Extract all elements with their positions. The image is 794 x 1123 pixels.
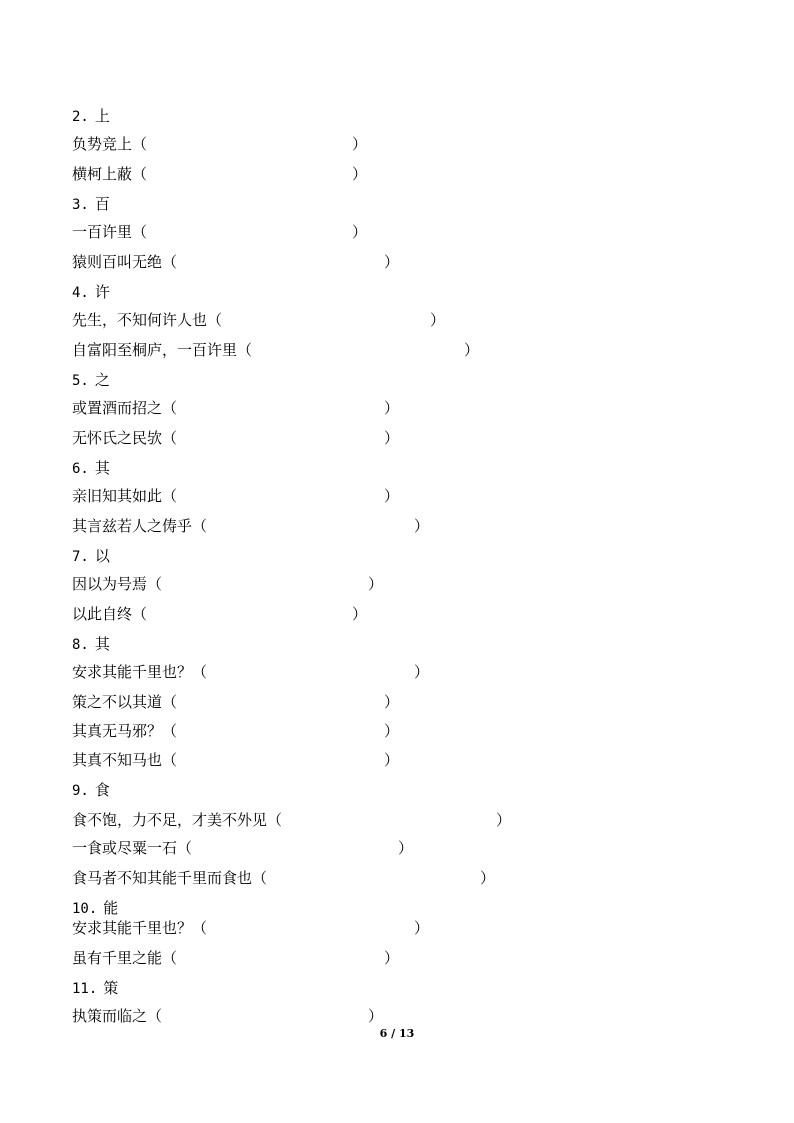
item-word: 其 [94,635,110,653]
phrase-row [72,692,400,712]
item-word: 食 [94,781,110,799]
phrase-text: 安求其能千里也？（ [72,663,208,681]
answer-close-paren: ） [384,693,400,711]
answer-close-paren: ） [352,605,368,623]
phrase-row [72,838,414,858]
item-heading [72,106,110,126]
answer-close-paren: ） [430,311,446,329]
phrase-row [72,222,368,242]
phrase-text: 策之不以其道（ [72,693,178,711]
item-number: 7. [72,549,89,565]
item-word: 许 [94,283,110,301]
answer-close-paren: ） [352,165,368,183]
answer-close-paren: ） [368,575,384,593]
item-word: 能 [103,899,119,917]
item-heading [72,898,118,918]
item-word: 百 [94,195,110,213]
item-heading [72,780,110,800]
phrase-text: 食不饱，力不足，才美不外见（ [72,811,283,829]
answer-close-paren: ） [384,722,400,740]
phrase-text: 执策而临之（ [72,1007,163,1025]
phrase-text: 先生，不知何许人也（ [72,311,223,329]
answer-close-paren: ） [496,811,512,829]
item-number: 9. [72,783,89,799]
phrase-row [72,750,400,770]
phrase-row [72,516,430,536]
item-heading [72,546,110,566]
answer-close-paren: ） [384,253,400,271]
item-number: 10. [72,901,98,917]
phrase-row [72,310,446,330]
answer-close-paren: ） [384,751,400,769]
phrase-row [72,721,400,741]
answer-close-paren: ） [414,919,430,937]
phrase-text: 以此自终（ [72,605,148,623]
phrase-text: 或置酒而招之（ [72,399,178,417]
item-word: 以 [94,547,110,565]
phrase-row [72,868,496,888]
phrase-row [72,810,512,830]
answer-close-paren: ） [480,869,496,887]
item-word: 上 [94,107,110,125]
phrase-text: 其真无马邪？（ [72,722,178,740]
phrase-row [72,428,400,448]
item-heading [72,978,118,998]
item-word: 其 [94,459,110,477]
phrase-text: 猿则百叫无绝（ [72,253,178,271]
phrase-text: 亲旧知其如此（ [72,487,178,505]
phrase-text: 一百许里（ [72,223,148,241]
answer-close-paren: ） [352,223,368,241]
item-heading [72,194,110,214]
item-number: 5. [72,373,89,389]
answer-close-paren: ） [384,399,400,417]
answer-close-paren: ） [414,517,430,535]
phrase-row [72,340,480,360]
phrase-row [72,662,430,682]
item-number: 2. [72,109,89,125]
phrase-text: 食马者不知其能千里而食也（ [72,869,268,887]
phrase-text: 安求其能千里也？（ [72,919,208,937]
phrase-text: 其言兹若人之俦乎（ [72,517,208,535]
phrase-row [72,1006,384,1026]
item-number: 3. [72,197,89,213]
item-number: 6. [72,461,89,477]
answer-close-paren: ） [352,135,368,153]
phrase-row [72,164,368,184]
phrase-text: 横柯上蔽（ [72,165,148,183]
phrase-text: 虽有千里之能（ [72,949,178,967]
phrase-text: 自富阳至桐庐，一百许里（ [72,341,253,359]
page-number: 6 / 13 [379,1027,415,1040]
phrase-row [72,486,400,506]
answer-close-paren: ） [384,429,400,447]
answer-close-paren: ） [384,487,400,505]
phrase-row [72,398,400,418]
phrase-text: 无怀氏之民欤（ [72,429,178,447]
answer-close-paren: ） [414,663,430,681]
item-number: 4. [72,285,89,301]
item-heading [72,370,110,390]
phrase-row [72,948,400,968]
answer-close-paren: ） [368,1007,384,1025]
phrase-row [72,604,368,624]
phrase-text: 因以为号焉（ [72,575,163,593]
phrase-row [72,252,400,272]
phrase-text: 一食或尽粟一石（ [72,839,193,857]
item-number: 11. [72,981,98,997]
item-word: 策 [103,979,119,997]
phrase-row [72,574,384,594]
item-word: 之 [94,371,110,389]
answer-close-paren: ） [398,839,414,857]
answer-close-paren: ） [464,341,480,359]
phrase-text: 负势竞上（ [72,135,148,153]
item-number: 8. [72,637,89,653]
item-heading [72,458,110,478]
phrase-row [72,918,430,938]
item-heading [72,282,110,302]
item-heading [72,634,110,654]
answer-close-paren: ） [384,949,400,967]
phrase-text: 其真不知马也（ [72,751,178,769]
phrase-row [72,134,368,154]
